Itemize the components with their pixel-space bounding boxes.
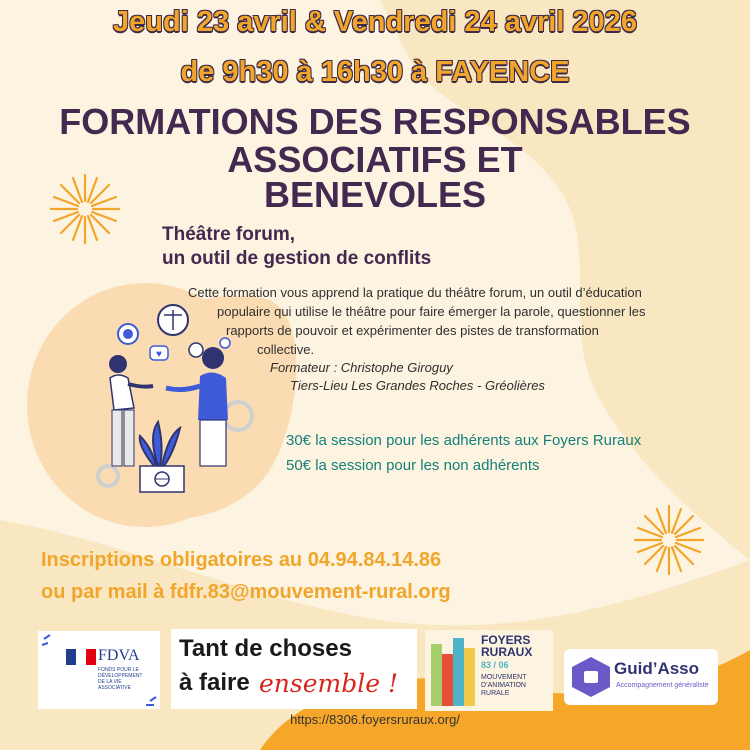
- svg-text:♥: ♥: [156, 349, 162, 360]
- description-line4: collective.: [257, 342, 315, 357]
- website-link[interactable]: https://8306.foyersruraux.org/: [290, 712, 460, 727]
- trainer-location: Tiers-Lieu Les Grandes Roches - Gréolières: [290, 378, 545, 393]
- foyers-m3: RURALE: [481, 690, 510, 697]
- tant-line1: Tant de choses: [179, 635, 352, 662]
- main-title-line2: ASSOCIATIFS ET: [227, 139, 523, 180]
- registration-phone: Inscriptions obligatoires au 04.94.84.14.86: [41, 549, 442, 571]
- foyers-bars-icon: [431, 634, 477, 706]
- tant-de-choses-logo: [171, 629, 417, 709]
- event-date: Jeudi 23 avril & Vendredi 24 avril 2026: [113, 6, 637, 38]
- price-members: 30€ la session pour les adhérents aux Foyers Ruraux: [286, 432, 642, 449]
- blue-decor-icon: [38, 631, 160, 709]
- fdva-sub1: FONDS POUR LE: [98, 667, 139, 673]
- foyers-m2: D’ANIMATION: [481, 682, 526, 689]
- tant-line2: à faire: [179, 669, 250, 696]
- subtitle-line2: un outil de gestion de conflits: [162, 248, 432, 269]
- sun-icon: [632, 503, 706, 577]
- description-line2: populaire qui utilise le théâtre pour faire émerger la parole, questionner les: [217, 304, 646, 319]
- fdva-sub2: DÉVELOPPEMENT: [98, 673, 143, 679]
- foyers-code: 83 / 06: [481, 660, 509, 670]
- fdva-sub4: ASSOCIATIVE: [98, 685, 131, 691]
- description-line1: Cette formation vous apprend la pratique du théâtre forum, un outil d’éducation: [188, 285, 642, 300]
- guidasso-tagline: Accompagnement généraliste: [616, 682, 709, 689]
- fdva-sub3: DE LA VIE: [98, 679, 122, 685]
- sun-icon: [48, 172, 122, 246]
- trainer-name: Formateur : Christophe Giroguy: [270, 360, 453, 375]
- person-icon: [220, 338, 230, 348]
- description-line3: rapports de pouvoir et expérimenter des pistes de transformation: [226, 323, 599, 338]
- chat-icon: [189, 343, 203, 357]
- event-time-place: de 9h30 à 16h30 à FAYENCE: [180, 56, 570, 88]
- foyers-line1: FOYERS: [481, 633, 531, 647]
- handshake-illustration: [88, 296, 278, 501]
- tant-script: ensemble !: [259, 669, 399, 698]
- foyers-ruraux-logo: [425, 630, 553, 711]
- subtitle-line1: Théâtre forum,: [162, 224, 296, 245]
- foyers-line2: RURAUX: [481, 645, 533, 659]
- guidasso-name: Guid’Asso: [614, 659, 700, 678]
- fdva-logo: [38, 631, 160, 709]
- heart-icon: [150, 346, 168, 360]
- registration-mail[interactable]: ou par mail à fdfr.83@mouvement-rural.org: [41, 581, 451, 603]
- price-non-members: 50€ la session pour les non adhérents: [286, 457, 540, 474]
- foyers-m1: MOUVEMENT: [481, 674, 527, 681]
- guidasso-hexagon-icon: [572, 657, 610, 697]
- main-title-line1: FORMATIONS DES RESPONSABLES: [59, 101, 691, 142]
- fdva-name: FDVA: [98, 647, 140, 664]
- target-icon: [118, 324, 138, 344]
- balance-icon: [158, 305, 188, 335]
- main-title-line3: BENEVOLES: [263, 174, 487, 215]
- guidasso-logo: [564, 649, 718, 705]
